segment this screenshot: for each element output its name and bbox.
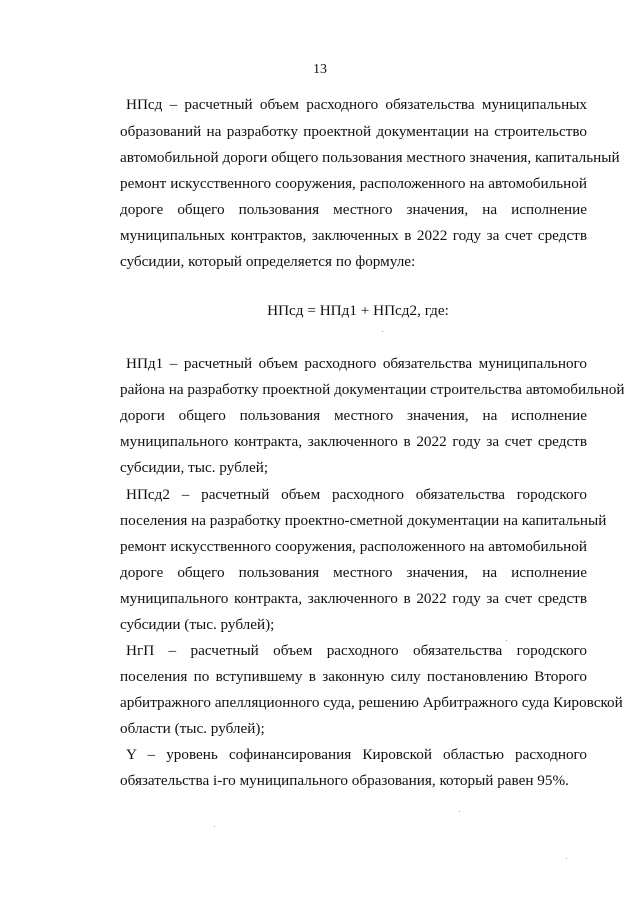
paragraph-line: муниципального контракта, заключенного в 2022 году за счет средств — [120, 433, 587, 450]
paragraph-line: дороге общего пользования местного значения, на исполнение — [120, 564, 587, 581]
paragraph-line: арбитражного апелляционного суда, решению Арбитражного суда Кировской — [120, 694, 623, 711]
scan-speck — [382, 331, 383, 332]
page-number: 13 — [313, 62, 327, 77]
paragraph-line: поселения по вступившему в законную силу постановлению Второго — [120, 668, 587, 685]
paragraph-line: района на разработку проектной документации строительства автомобильной — [120, 381, 625, 398]
paragraph-line: дороге общего пользования местного значения, на исполнение — [120, 201, 587, 218]
paragraph-line: области (тыс. рублей); — [120, 720, 265, 737]
scan-speck — [506, 640, 507, 641]
paragraph-line: субсидии, тыс. рублей; — [120, 459, 269, 476]
paragraph-line: ремонт искусственного сооружения, расположенного на автомобильной — [120, 175, 587, 192]
paragraph-line: автомобильной дороги общего пользования местного значения, капитальный — [120, 149, 620, 166]
paragraph-line: дороги общего пользования местного значения, на исполнение — [120, 407, 587, 424]
formula: НПсд = НПд1 + НПсд2, где: — [267, 302, 449, 319]
paragraph-line: НПсд2 – расчетный объем расходного обязательства городского — [126, 486, 587, 503]
scan-speck — [214, 826, 215, 827]
paragraph-line: образований на разработку проектной документации на строительство — [120, 123, 587, 140]
paragraph-line: Y – уровень софинансирования Кировской областью расходного — [126, 746, 587, 763]
paragraph-line: субсидии, который определяется по формуле: — [120, 253, 416, 270]
paragraph-line: поселения на разработку проектно-сметной документации на капитальный — [120, 512, 607, 529]
paragraph-line: обязательства i-го муниципального образования, который равен 95%. — [120, 772, 569, 789]
paragraph-line: ремонт искусственного сооружения, расположенного на автомобильной — [120, 538, 587, 555]
scan-speck — [566, 858, 567, 859]
paragraph-line: НПсд – расчетный объем расходного обязательства муниципальных — [126, 96, 587, 113]
paragraph-line: НПд1 – расчетный объем расходного обязательства муниципального — [126, 355, 587, 372]
paragraph-line: муниципального контракта, заключенного в 2022 году за счет средств — [120, 590, 587, 607]
paragraph-line: субсидии (тыс. рублей); — [120, 616, 275, 633]
scan-speck — [459, 811, 460, 812]
paragraph-line: муниципальных контрактов, заключенных в 2022 году за счет средств — [120, 227, 587, 244]
paragraph-line: НгП – расчетный объем расходного обязательства городского — [126, 642, 587, 659]
